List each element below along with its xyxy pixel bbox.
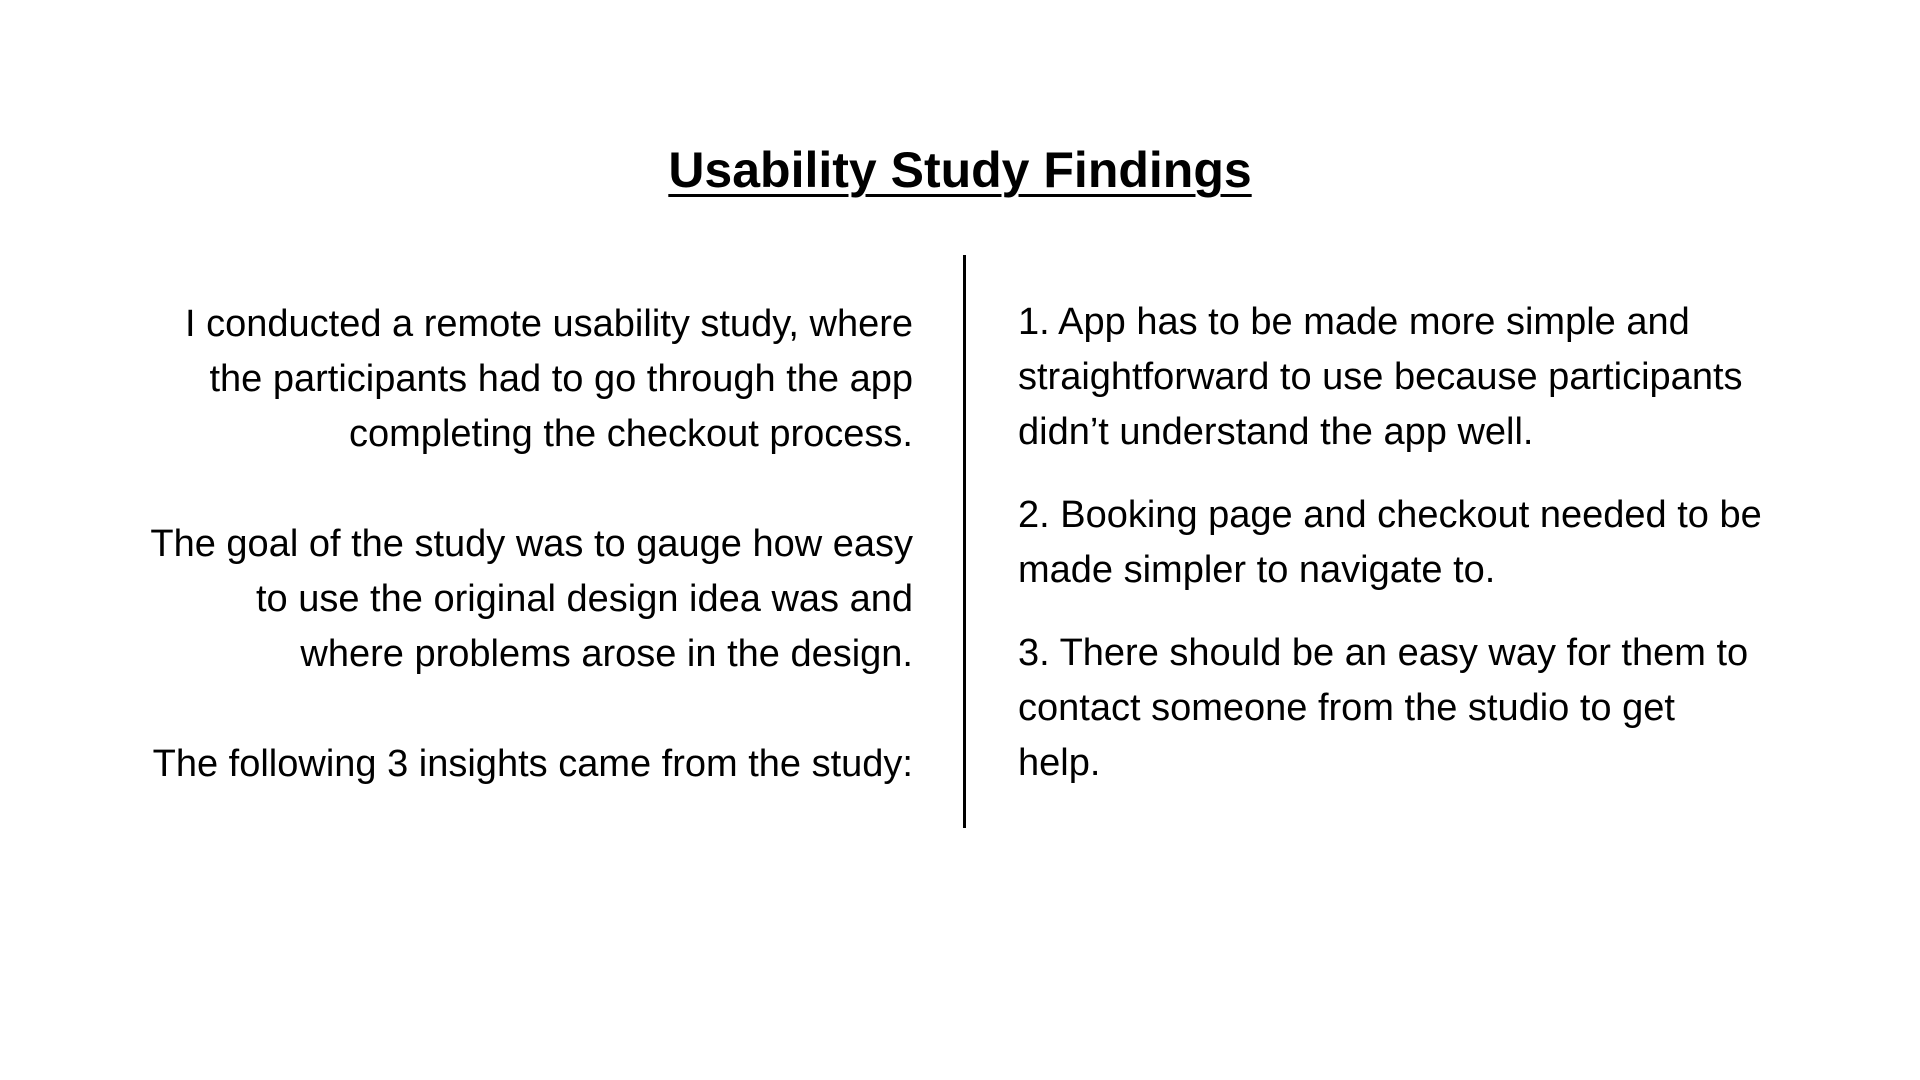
study-method-paragraph: I conducted a remote usability study, where the participants had to go through the app completing the checkout process.	[184, 303, 913, 455]
insights-list	[1018, 295, 1878, 791]
insight-item: 2. Booking page and checkout needed to be made simpler to navigate to.	[1018, 494, 1762, 591]
study-goal-paragraph: The goal of the study was to gauge how easy to use the original design idea was and where problems arose in the design.	[150, 523, 913, 675]
page-title: Usability Study Findings	[668, 142, 1252, 198]
insight-item: 3. There should be an easy way for them to contact someone from the studio to get help.	[1018, 632, 1749, 784]
study-description	[60, 297, 913, 792]
insight-item: 1. App has to be made more simple and straightforward to use because participants didn’t understand the app well.	[1018, 301, 1743, 453]
insights-intro-paragraph: The following 3 insights came from the study:	[152, 743, 913, 785]
column-divider	[963, 255, 966, 828]
